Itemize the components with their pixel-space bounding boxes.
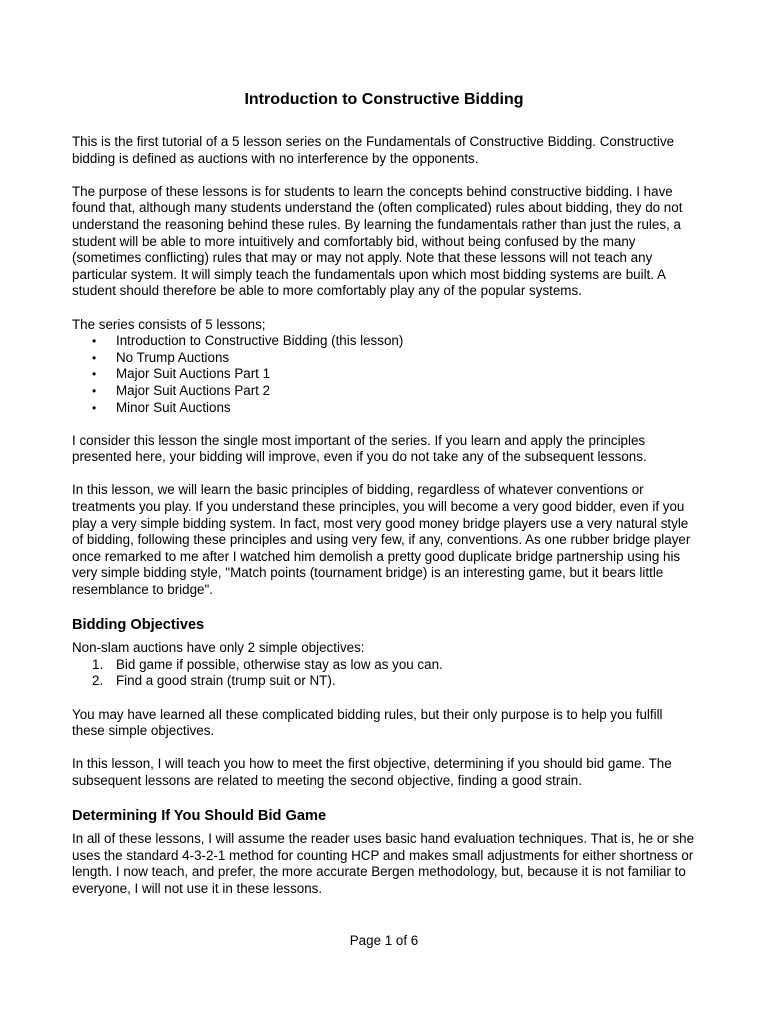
bullet-icon: •	[92, 383, 97, 398]
lesson-title: Minor Suit Auctions	[116, 399, 231, 415]
lesson-title: Major Suit Auctions Part 2	[116, 382, 271, 398]
section-heading-bid-game: Determining If You Should Bid Game	[72, 808, 327, 825]
rules-paragraph: You may have learned all these complicated bidding rules, but their only purpose is to help you fulfill these simple objectives.	[72, 706, 663, 739]
intro-paragraph: This is the first tutorial of a 5 lesson series on the Fundamentals of Constructive Bidding. Constructive bidding is defined as auctions with no interference by the opponents.	[72, 134, 675, 166]
purpose-paragraph: The purpose of these lessons is for students to learn the concepts behind constructive bidding. I have found that, although many students understand the (often complicated) rules about bidding, they do not understand the reasoning behind these rules. By learning the fundamentals rather than just the rules, a student will be able to more intuitively and comfortably bid, without being confused by the many (sometimes conflicting) rules that may or may not apply. Note that these lessons will not teach any particular system. It will simply teach the fundamentals upon which most bidding systems are built. A student should therefore be able to more comfortably play any of the popular systems.	[72, 183, 683, 299]
series-lesson-list	[72, 333, 698, 416]
item-text: Bid game if possible, otherwise stay as low as you can.	[116, 656, 443, 672]
list-item	[72, 383, 698, 400]
objectives-list	[72, 657, 698, 690]
bullet-icon: •	[92, 400, 97, 415]
item-number: 1.	[92, 656, 104, 672]
item-text: Find a good strain (trump suit or NT).	[116, 673, 336, 689]
series-intro: The series consists of 5 lessons;	[72, 316, 266, 332]
document-title: Introduction to Constructive Bidding	[244, 91, 524, 108]
lesson-title: Major Suit Auctions Part 1	[116, 366, 271, 382]
section-heading-bidding-objectives: Bidding Objectives	[72, 617, 205, 634]
bullet-icon: •	[92, 334, 97, 349]
list-item	[72, 673, 698, 690]
objectives-intro: Non-slam auctions have only 2 simple objectives:	[72, 640, 365, 656]
lesson-title: Introduction to Constructive Bidding (this lesson)	[116, 333, 404, 349]
bullet-icon: •	[92, 367, 97, 382]
first-objective-paragraph: In this lesson, I will teach you how to meet the first objective, determining if you should bid game. The subsequent lessons are related to meeting the second objective, finding a good strain.	[72, 756, 672, 788]
list-item	[72, 333, 698, 350]
list-item	[72, 400, 698, 417]
hand-evaluation-paragraph: In all of these lessons, I will assume the reader uses basic hand evaluation techniques. That is, he or she uses the standard 4-3-2-1 method for counting HCP and makes small adjustments for either shortness or length. I now teach, and prefer, the more accurate Bergen methodology, but, because it is not familiar to everyone, I will not use it in these lessons.	[72, 831, 695, 896]
list-item	[72, 366, 698, 383]
list-item	[72, 350, 698, 367]
document-body	[72, 134, 698, 898]
list-item	[72, 657, 698, 674]
importance-paragraph: I consider this lesson the single most important of the series. If you learn and apply the principles presented here, your bidding will improve, even if you do not take any of the subsequent lessons.	[72, 432, 647, 465]
page-number: Page 1 of 6	[349, 933, 419, 948]
this-lesson-paragraph: In this lesson, we will learn the basic principles of bidding, regardless of whatever conventions or treatments you play. If you understand these principles, you will become a very good bidder, even if you play a very simple bidding system. In fact, most very good money bridge players use a very natural style of bidding, following these principles and using very few, if any, conventions. As one rubber bridge player once remarked to me after I watched him demolish a pretty good duplicate bridge partnership using his very simple bidding style, "Match points (tournament bridge) is an interesting game, but it bears little resemblance to bridge".	[72, 482, 691, 598]
lesson-title: No Trump Auctions	[116, 349, 230, 365]
item-number: 2.	[92, 673, 104, 689]
bullet-icon: •	[92, 350, 97, 365]
